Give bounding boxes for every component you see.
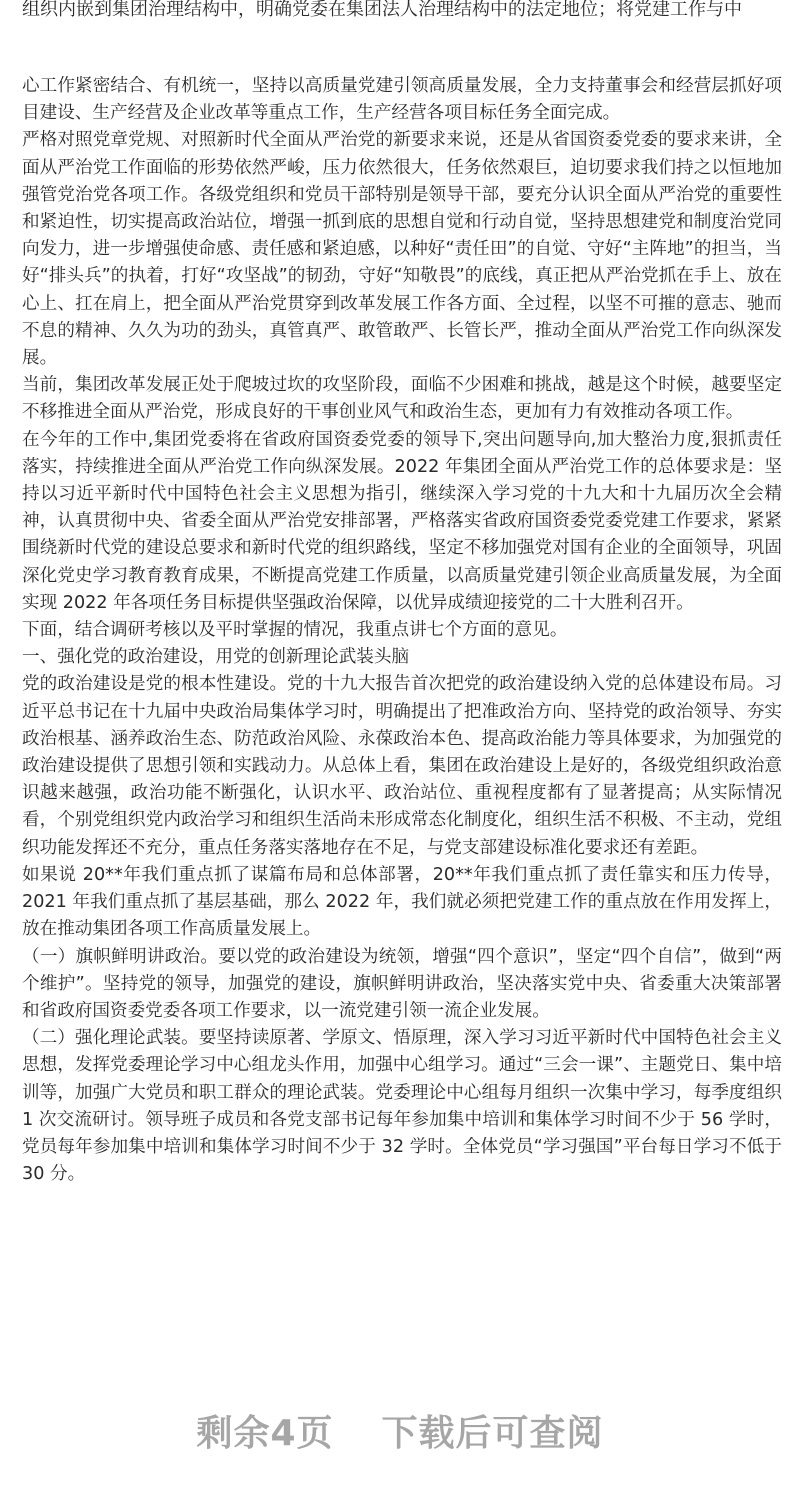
section-heading: 一、强化党的政治建设，用党的创新理论武装头脑 bbox=[22, 647, 410, 668]
paragraph: 严格对照党章党规、对照新时代全面从严治党的新要求来说，还是从省国资委党委的要求来讲，全面从严治党工作面临的形势依然严峻，压力依然很大，任务依然艰巨，迫切要求我们持之以恒地加强管党治党各项工作。各级党组织和党员干部特别是领导干部，要充分认识全面从严治党的重要性和紧迫性，切实提高政治站位，增强一抓到底的思想自觉和行动自觉，坚持思想建党和制度治党同向发力，进一步增强使命感、责任感和紧迫感，以种好“责任田”的自觉、守好“主阵地”的担当，当好“排头兵”的执着，打好“攻坚战”的韧劲，守好“知敬畏”的底线，真正把从严治党抓在手上、放在心上、扛在肩上，把全面从严治党贯穿到改革发展工作各方面、全过程，以坚不可摧的意志、驰而不息的精神、久久为功的劲头，真管真严、敢管敢严、长管长严，推动全面从严治党工作向纵深发展。 bbox=[22, 130, 782, 369]
top-line-text: 组织内嵌到集团治理结构中，明确党委在集团法人治理结构中的法定地位；将党建工作与中 bbox=[22, 0, 742, 20]
paragraph: 党的政治建设是党的根本性建设。党的十九大报告首次把党的政治建设纳入党的总体建设布局。习近平总书记在十九届中央政治局集体学习时，明确提出了把准政治方向、坚持党的政治领导、夯实政治根基、涵养政治生态、防范政治风险、永葆政治本色、提高政治能力等具体要求，为加强党的政治建设提供了思想引领和实践动力。从总体上看，集团在政治建设上是好的，各级党组织政治意识越来越强，政治功能不断强化，认识水平、政治站位、重视程度都有了显著提高；从实际情况看，个别党组织党内政治学习和组织生活尚未形成常态化制度化，组织生活不积极、不主动，党组织功能发挥还不充分，重点任务落实落地存在不足，与党支部建设标准化要求还有差距。 bbox=[22, 674, 782, 858]
document-body bbox=[22, 73, 782, 1188]
paragraph: （二）强化理论武装。要坚持读原著、学原文、悟原理，深入学习习近平新时代中国特色社会主义思想，发挥党委理论学习中心组龙头作用，加强中心组学习。通过“三会一课”、主题党日、集中培训等，加强广大党员和职工群众的理论武装。党委理论中心组每月组织一次集中学习，每季度组织 1 次交流研讨。领导班子成员和各党支部书记每年参加集中培训和集体学习时间不少于 56 学时，党员每年参加集中培训和集体学习时间不少于 32 学时。全体党员“学习强国”平台每日学习不低于 30 分。 bbox=[22, 1028, 782, 1185]
paragraph: （一）旗帜鲜明讲政治。要以党的政治建设为统领，增强“四个意识”，坚定“四个自信”，做到“两个维护”。坚持党的领导，加强党的建设，旗帜鲜明讲政治，坚决落实党中央、省委重大决策部署和省政府国资委党委各项工作要求，以一流党建引领一流企业发展。 bbox=[22, 946, 782, 1021]
paragraph: 心工作紧密结合、有机统一，坚持以高质量党建引领高质量发展，全力支持董事会和经营层抓好项目建设、生产经营及企业改革等重点工作，生产经营各项目标任务全面完成。 bbox=[22, 76, 782, 124]
paragraph: 在今年的工作中,集团党委将在省政府国资委党委的领导下,突出问题导向,加大整治力度,狠抓责任落实，持续推进全面从严治党工作向纵深发展。2022 年集团全面从严治党工作的总体要求是：坚持以习近平新时代中国特色社会主义思想为指引，继续深入学习党的十九大和十九届历次全会精神，认真贯彻中央、省委全面从严治党安排部署，严格落实省政府国资委党委党建工作要求，紧紧围绕新时代党的建设总要求和新时代党的组织路线，坚定不移加强党对国有企业的全面领导，巩固深化党史学习教育教育成果，不断提高党建工作质量，以高质量党建引领企业高质量发展，为全面实现 2022 年各项任务目标提供坚强政治保障，以优异成绩迎接党的二十大胜利召开。 bbox=[22, 429, 782, 613]
remaining-pages-label: 剩余4页 bbox=[196, 1413, 334, 1454]
download-to-view-label: 下载后可查阅 bbox=[381, 1413, 604, 1454]
download-prompt-banner[interactable] bbox=[0, 1408, 800, 1460]
paragraph: 如果说 20**年我们重点抓了谋篇布局和总体部署，20**年我们重点抓了责任靠实和压力传导，2021 年我们重点抓了基层基础，那么 2022 年，我们就必须把党建工作的重点放在作用发挥上，放在推动集团各项工作高质量发展上。 bbox=[22, 864, 782, 940]
paragraph: 下面，结合调研考核以及平时掌握的情况，我重点讲七个方面的意见。 bbox=[22, 620, 568, 641]
paragraph: 当前，集团改革发展正处于爬坡过坎的攻坚阶段，面临不少困难和挑战，越是这个时候，越要坚定不移推进全面从严治党，形成良好的干事创业风气和政治生态，更加有力有效推动各项工作。 bbox=[22, 375, 782, 423]
